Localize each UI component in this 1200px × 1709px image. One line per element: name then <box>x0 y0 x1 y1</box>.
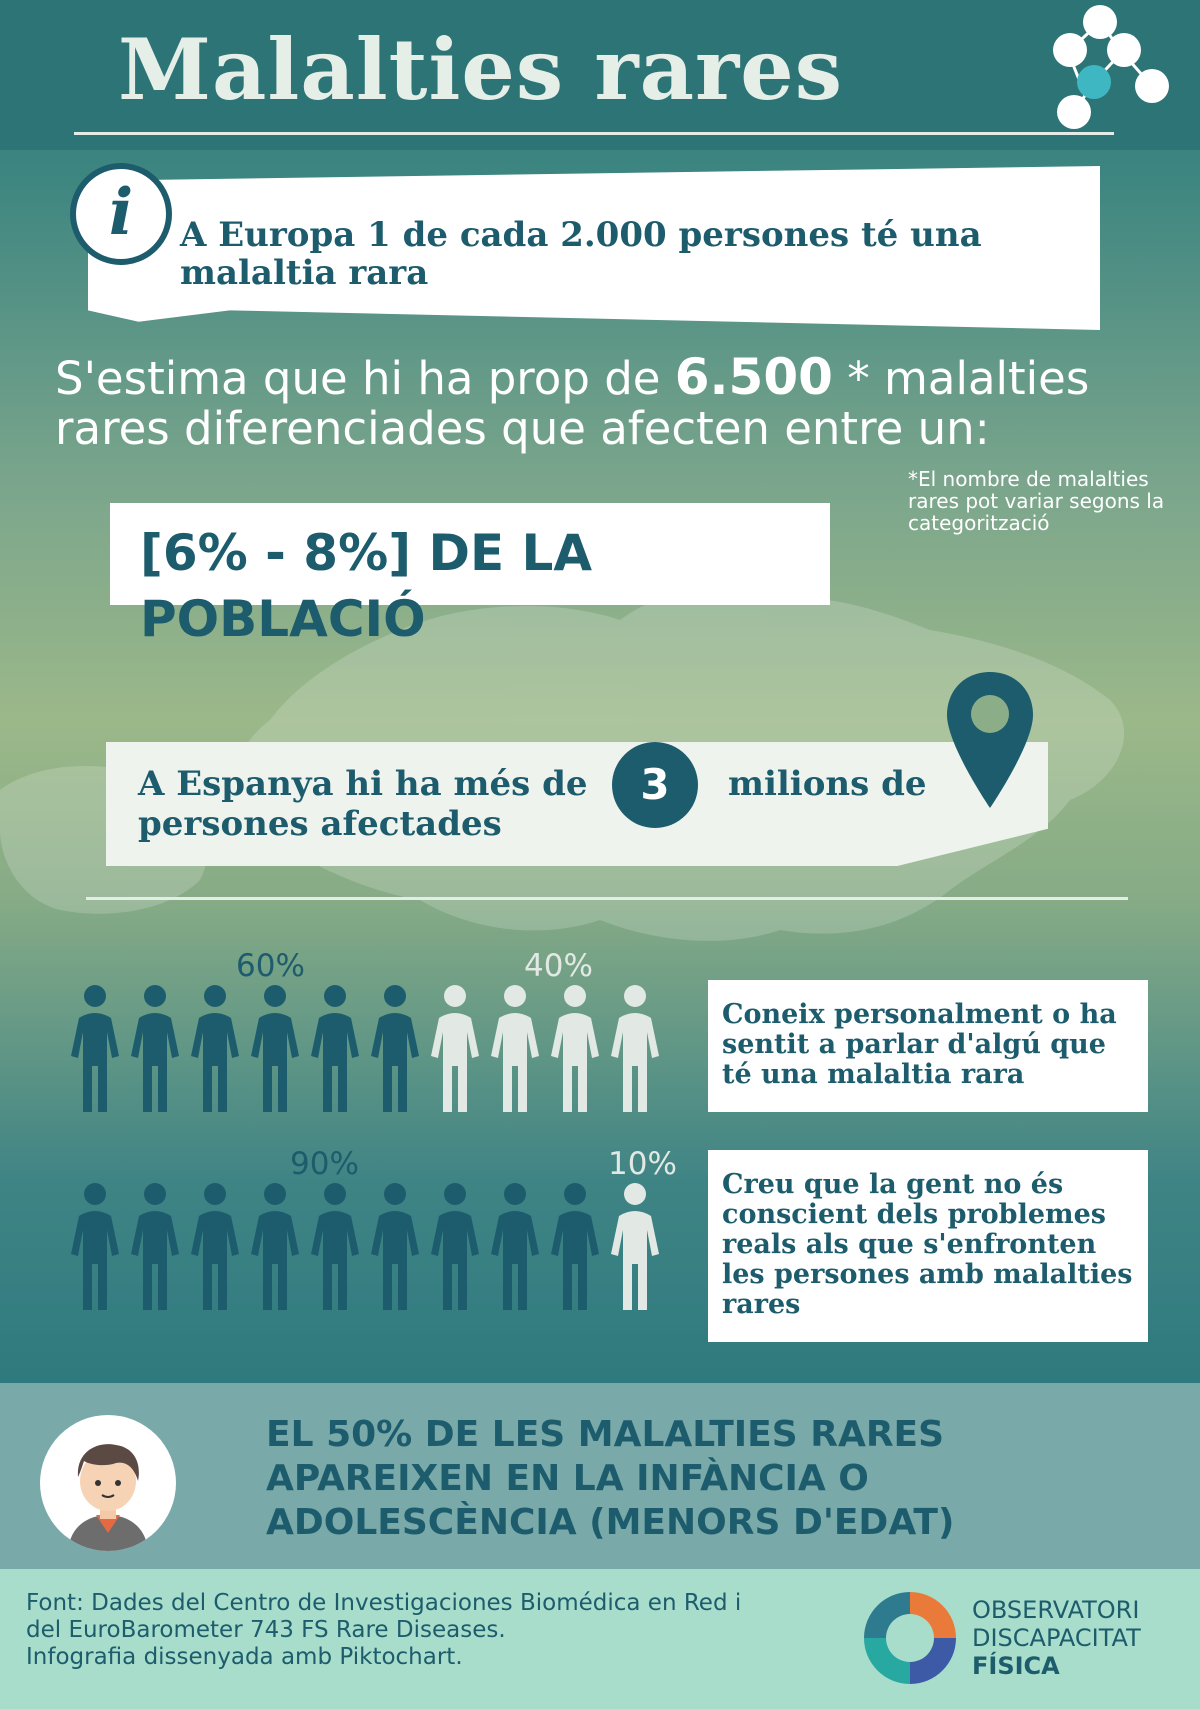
survey2-no-percent: 10% <box>608 1146 677 1182</box>
spain-text-before: A Espanya hi ha més de <box>138 764 588 804</box>
person-figure <box>251 985 299 1112</box>
survey1-text: Coneix personalment o ha sentit a parlar d'algú que té una malaltia rara <box>722 999 1117 1090</box>
person-figure <box>71 1183 119 1310</box>
logo-line-2: DISCAPACITAT <box>972 1624 1141 1652</box>
person-figure <box>431 1183 479 1310</box>
info-icon: i <box>108 175 134 250</box>
spain-text-line2: persones afectades <box>138 804 502 844</box>
europe-statistic: A Europa 1 de cada 2.000 persones té una malaltia rara <box>180 215 982 293</box>
logo-line-1: OBSERVATORI <box>972 1596 1140 1624</box>
person-figure <box>611 985 659 1112</box>
estimate-text-before: S'estima que hi ha prop de <box>55 352 675 405</box>
person-figure <box>551 985 599 1112</box>
survey1-yes-percent: 60% <box>236 948 305 984</box>
population-range: [6% - 8%] DE LA POBLACIÓ <box>140 524 593 648</box>
survey1-people-chart <box>65 984 665 1114</box>
estimate-statement <box>55 348 1175 455</box>
page-title: Malalties rares <box>118 20 844 119</box>
observatori-logo-text <box>972 1596 1141 1680</box>
person-figure <box>491 985 539 1112</box>
person-figure <box>251 1183 299 1310</box>
person-figure <box>131 1183 179 1310</box>
molecule-icon <box>1030 0 1200 140</box>
person-figure <box>611 1183 659 1310</box>
estimate-number: 6.500 <box>674 348 833 406</box>
estimate-footnote: *El nombre de malalties rares pot variar segons la categorització <box>908 467 1165 535</box>
person-figure <box>371 1183 419 1310</box>
spain-text-after: milions de <box>728 764 927 804</box>
location-pin-icon <box>945 670 1035 810</box>
person-figure <box>191 985 239 1112</box>
logo-line-3: FÍSICA <box>972 1652 1060 1680</box>
person-figure <box>311 985 359 1112</box>
survey2-yes-percent: 90% <box>290 1146 359 1182</box>
title-divider <box>74 132 1114 135</box>
observatori-logo-icon <box>858 1586 962 1690</box>
person-figure <box>431 985 479 1112</box>
childhood-statistic: EL 50% DE LES MALALTIES RARES APAREIXEN EN LA INFÀNCIA O ADOLESCÈNCIA (MENORS D'EDAT) <box>266 1414 955 1543</box>
person-figure <box>311 1183 359 1310</box>
person-figure <box>371 985 419 1112</box>
source-line-3: Infografia dissenyada amb Piktochart. <box>26 1644 463 1670</box>
person-figure <box>491 1183 539 1310</box>
person-figure <box>71 985 119 1112</box>
survey2-people-chart <box>65 1182 665 1312</box>
survey1-no-percent: 40% <box>524 948 593 984</box>
person-figure <box>551 1183 599 1310</box>
survey2-text: Creu que la gent no és conscient dels problemes reals als que s'enfronten les persones amb malalties rares <box>722 1169 1133 1320</box>
source-line-1: Font: Dades del Centro de Investigaciones Biomédica en Red i <box>26 1590 742 1616</box>
spain-number-badge: 3 <box>612 742 698 828</box>
source-credits <box>26 1590 846 1671</box>
section-divider <box>86 897 1128 900</box>
child-avatar-icon <box>40 1415 176 1551</box>
source-line-2: del EuroBarometer 743 FS Rare Diseases. <box>26 1617 506 1643</box>
person-figure <box>191 1183 239 1310</box>
person-figure <box>131 985 179 1112</box>
estimate-text-after: * malalties rares diferenciades que afecten entre un: <box>55 352 1090 455</box>
